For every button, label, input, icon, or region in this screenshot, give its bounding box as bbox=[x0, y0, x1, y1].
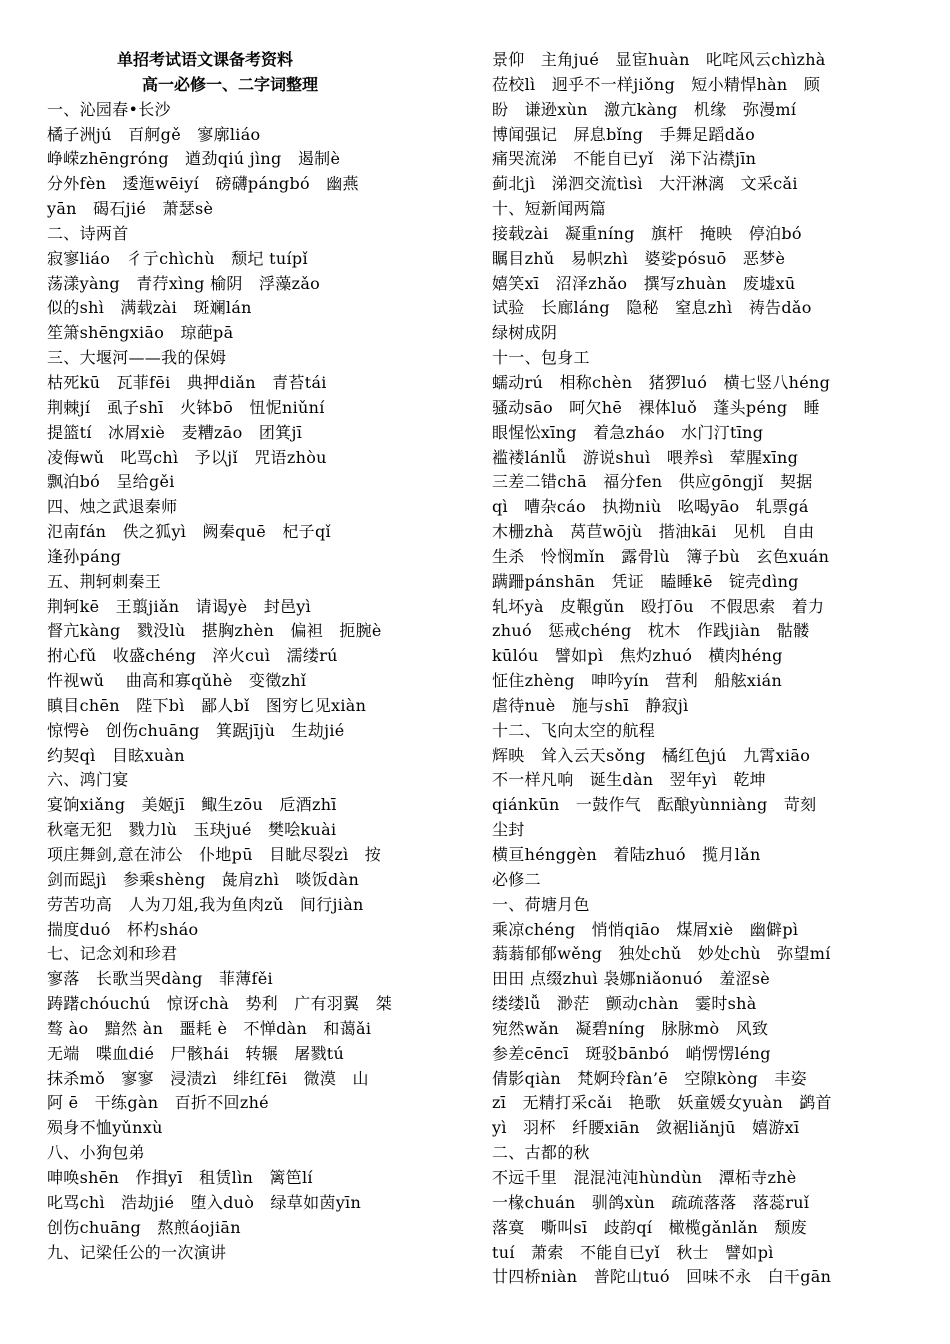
text-line: 凌侮wǔ 叱骂chì 予以jǐ 咒语zhòu bbox=[47, 447, 327, 467]
text-line: 景仰 主角jué 显宦huàn 叱咤风云chìzhà bbox=[492, 50, 826, 69]
text-line: tuí 萧索 不能自已yǐ 秋士 譬如pì bbox=[492, 1242, 774, 1262]
text-line: 叱骂chì 浩劫jié 堕入duò 绿草如茵yīn bbox=[47, 1192, 362, 1212]
text-line: 三、大堰河——我的保姆 bbox=[47, 348, 227, 368]
text-line: 尘封 bbox=[492, 820, 525, 840]
text-line: 项庄舞剑,意在沛公 仆地pū 目眦尽裂zì 按 bbox=[47, 845, 382, 864]
text-line: 无端 喋血dié 尸骸hái 转辗 屠戮tú bbox=[47, 1043, 345, 1063]
text-line: qiánkūn 一鼓作气 酝酿yùnniàng 苛刻 bbox=[492, 795, 817, 815]
text-line: 一椽chuán 驯鸽xùn 疏疏落落 落蕊ruǐ bbox=[492, 1192, 810, 1212]
text-line: 瞩目zhǔ 易帜zhì 婆娑pósuō 恶梦è bbox=[492, 248, 786, 268]
text-line: 寂寥liáo 彳亍chìchù 颓圮 tuípǐ bbox=[47, 248, 308, 268]
text-line: 二、诗两首 bbox=[47, 223, 129, 243]
text-line: 接载zài 凝重níng 旗杆 掩映 停泊bó bbox=[492, 223, 802, 243]
text-line: 生杀 怜悯mǐn 露骨lù 簿子bù 玄色xuán bbox=[492, 546, 830, 566]
text-line: 骚动sāo 呵欠hē 裸体luǒ 蓬头péng 睡 bbox=[492, 397, 820, 417]
text-line: 提篮tí 冰屑xiè 麦糟zāo 团箕jī bbox=[47, 422, 303, 442]
text-line: 峥嵘zhēngróng 遒劲qiú jìng 遏制è bbox=[47, 149, 341, 169]
text-line: zī 无精打采cǎi 艳歌 妖童媛女yuàn 鹢首 bbox=[492, 1093, 832, 1113]
text-line: 落寞 嘶叫sī 歧韵qí 橄榄gǎnlǎn 颓废 bbox=[492, 1217, 807, 1237]
text-line: 蓟北jì 涕泗交流tìsì 大汗淋漓 文采cǎi bbox=[492, 174, 798, 194]
text-line: 绿树成阴 bbox=[492, 323, 558, 343]
text-line: 十、短新闻两篇 bbox=[492, 199, 607, 219]
text-line: 一、荷塘月色 bbox=[492, 894, 590, 914]
text-line: 忤视wǔ 曲高和寡qǔhè 变徵zhǐ bbox=[47, 671, 307, 691]
left-column bbox=[47, 48, 447, 1265]
document-subtitle: 高一必修一、二字词整理 bbox=[142, 74, 319, 94]
text-line: 约契qì 目眩xuàn bbox=[47, 745, 185, 765]
text-line: 田田 点缀zhuì 袅娜niǎonuó 羞涩sè bbox=[492, 969, 771, 989]
text-line: 创伤chuāng 熬煎áojiān bbox=[47, 1217, 241, 1237]
text-line: yì 羽杯 纤腰xiān 敛裾liǎnjū 嬉游xī bbox=[492, 1118, 800, 1138]
text-line: qì 嘈杂cáo 执拗niù 吆喝yāo 轧票gá bbox=[492, 497, 809, 517]
text-line: 荆轲kē 王翦jiǎn 请谒yè 封邑yì bbox=[47, 596, 312, 616]
text-line: 惊愕è 创伤chuāng 箕踞jījù 生劫jié bbox=[47, 720, 345, 740]
text-line: 阿 ē 干练gàn 百折不回zhé bbox=[47, 1093, 269, 1113]
text-line: 荡漾yàng 青荇xìng 榆阴 浮藻zǎo bbox=[47, 273, 321, 293]
text-line: 怔住zhèng 呻吟yín 营利 船舷xián bbox=[492, 671, 783, 691]
text-line: 枯死kū 瓦菲fēi 典押diǎn 青苔tái bbox=[47, 372, 327, 392]
text-line: zhuó 惩戒chéng 枕木 作践jiàn 骷髅 bbox=[492, 621, 810, 641]
text-line: 轧坏yà 皮鞎gǔn 殴打ōu 不假思索 着力 bbox=[492, 596, 825, 616]
text-line: 参差cēncī 斑驳bānbó 峭愣愣léng bbox=[492, 1043, 771, 1063]
text-line: 蠕动rú 相称chèn 猪猡luó 横七竖八héng bbox=[492, 372, 831, 392]
text-line: 分外fèn 逶迤wēiyí 磅礴pángbó 幽燕 bbox=[47, 174, 359, 194]
text-line: 五、荆轲刺秦王 bbox=[47, 571, 162, 591]
text-line: 嬉笑xī 沼泽zhǎo 撰写zhuàn 废墟xū bbox=[492, 273, 796, 293]
text-line: kūlóu 譬如pì 焦灼zhuó 横肉héng bbox=[492, 646, 783, 666]
text-line: 瞋目chēn 陛下bì 鄙人bǐ 图穷匕见xiàn bbox=[47, 695, 367, 715]
text-line: 剑而跽jì 参乘shèng 彘肩zhì 啖饭dàn bbox=[47, 869, 360, 889]
text-line: 四、烛之武退秦师 bbox=[47, 497, 178, 517]
text-line: 橘子洲jú 百舸gě 寥廓liáo bbox=[47, 124, 261, 144]
text-line: 缕缕lǚ 渺茫 颤动chàn 霎时shà bbox=[492, 994, 757, 1014]
text-line: 骜 ào 黯然 àn 噩耗 è 不惮dàn 和蔼ǎi bbox=[47, 1018, 372, 1038]
text-line: 九、记梁任公的一次演讲 bbox=[47, 1242, 227, 1262]
text-line: 辉映 耸入云天sǒng 橘红色jú 九霄xiāo bbox=[492, 745, 811, 765]
text-line: 横亘hénggèn 着陆zhuó 揽月lǎn bbox=[492, 845, 761, 864]
text-line: 十二、飞向太空的航程 bbox=[492, 720, 656, 740]
right-column bbox=[492, 48, 912, 1290]
text-line: 倩影qiàn 梵婀玲fàn’ē 空隙kòng 丰姿 bbox=[492, 1068, 807, 1088]
text-line: 蹒跚pánshān 凭证 瞌睡kē 锭壳dìng bbox=[492, 571, 799, 591]
text-line: 宛然wǎn 凝碧níng 脉脉mò 风致 bbox=[492, 1018, 769, 1038]
text-line: 一、沁园春•长沙 bbox=[47, 99, 171, 119]
text-line: 不一样凡响 诞生dàn 翌年yì 乾坤 bbox=[492, 770, 766, 790]
text-line: 秋毫无犯 戮力lù 玉玦jué 樊哙kuài bbox=[47, 820, 337, 840]
text-line: 笙箫shēngxiāo 琼葩pā bbox=[47, 323, 234, 343]
text-line: 蓊蓊郁郁wěng 独处chǔ 妙处chù 弥望mí bbox=[492, 944, 831, 964]
text-line: 踌躇chóuchú 惊讶chà 势利 广有羽翼 桀 bbox=[47, 994, 393, 1014]
text-line: 不远千里 混混沌沌hùndùn 潭柘寺zhè bbox=[492, 1167, 797, 1187]
text-line: 木栅zhà 莴苣wōjù 揩油kāi 见机 自由 bbox=[492, 522, 815, 542]
text-line: 督亢kàng 戮没lù 揕胸zhèn 偏袒 扼腕è bbox=[47, 621, 382, 641]
text-line: 拊心fǔ 收盛chéng 淬火cuì 濡缕rú bbox=[47, 646, 338, 666]
text-line: 荆棘jí 虱子shī 火钵bō 忸怩niǔní bbox=[47, 397, 325, 417]
text-line: 盼 谦逊xùn 激亢kàng 机缘 弥漫mí bbox=[492, 99, 797, 119]
text-line: 似的shì 满载zài 斑斓lán bbox=[47, 298, 252, 318]
text-line: 试验 长廊láng 隐秘 窒息zhì 祷告dǎo bbox=[492, 298, 812, 318]
text-line: 二、古都的秋 bbox=[492, 1143, 590, 1163]
text-line: 十一、包身工 bbox=[492, 348, 590, 368]
text-line: 氾南fán 佚之狐yì 阙秦quē 杞子qǐ bbox=[47, 522, 331, 542]
text-line: 呻唤shēn 作揖yī 租赁lìn 篱笆lí bbox=[47, 1167, 313, 1187]
text-line: 虐待nuè 施与shī 静寂jì bbox=[492, 695, 689, 715]
text-line: 眼惺忪xīng 着急zháo 水门汀tīng bbox=[492, 422, 764, 442]
text-line: 宴饷xiǎng 美姬jī 鲰生zōu 卮酒zhī bbox=[47, 795, 337, 815]
text-line: 抹杀mǒ 寥寥 浸渍zì 绯红fēi 微漠 山 bbox=[47, 1068, 369, 1088]
text-line: 七、记念刘和珍君 bbox=[47, 944, 178, 964]
text-line: 三差二错chā 福分fen 供应gōngjǐ 契据 bbox=[492, 472, 813, 492]
text-line: 博闻强记 屏息bǐng 手舞足蹈dǎo bbox=[492, 124, 756, 144]
document-title: 单招考试语文课备考资料 bbox=[117, 50, 294, 69]
text-line: 褴褛lánlǚ 游说shuì 喂养sì 荤腥xīng bbox=[492, 447, 799, 467]
text-line: 飘泊bó 呈给gěi bbox=[47, 472, 175, 492]
text-line: yān 碣石jié 萧瑟sè bbox=[47, 199, 214, 219]
text-line: 逢孙páng bbox=[47, 546, 122, 566]
text-line: 劳苦功高 人为刀俎,我为鱼肉zǔ 间行jiàn bbox=[47, 894, 364, 914]
text-line: 必修二 bbox=[492, 869, 541, 889]
text-line: 痛哭流涕 不能自已yǐ 涕下沾襟jīn bbox=[492, 149, 757, 169]
text-line: 六、鸿门宴 bbox=[47, 770, 129, 790]
text-line: 寥落 长歌当哭dàng 菲薄fěi bbox=[47, 969, 273, 989]
text-line: 八、小狗包弟 bbox=[47, 1143, 145, 1163]
text-line: 殒身不恤yǔnxù bbox=[47, 1118, 163, 1138]
text-line: 乘凉chéng 悄悄qiāo 煤屑xiè 幽僻pì bbox=[492, 919, 799, 939]
text-line: 揣度duó 杯杓sháo bbox=[47, 919, 199, 939]
text-line: 莅校lì 迥乎不一样jiǒng 短小精悍hàn 顾 bbox=[492, 74, 821, 94]
text-line: 廿四桥niàn 普陀山tuó 回味不永 白干gān bbox=[492, 1267, 832, 1287]
